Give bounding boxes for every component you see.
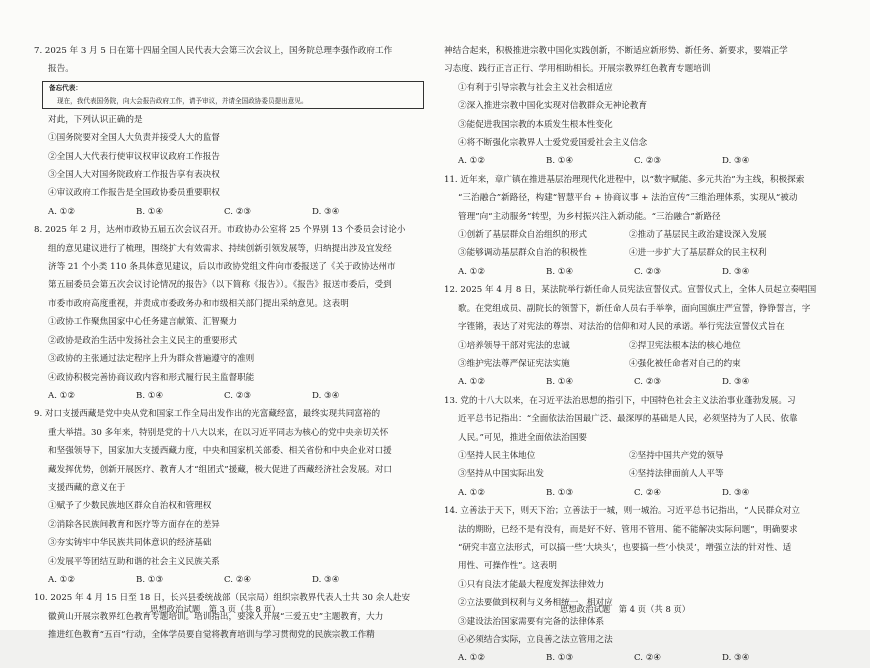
option-item: ③建设法治国家需要有完备的法律体系 [458, 616, 605, 627]
question-stem-line: 歌。在党组成员、副院长的领誓下，新任命人员右手举拳，面向国旗庄严宣誓，铮铮誓言，字 [458, 303, 811, 314]
choice-d: D. ③④ [722, 377, 750, 388]
choice-c: C. ②③ [224, 390, 252, 401]
choice-a: A. ①② [48, 206, 76, 217]
choice-a: A. ①② [458, 487, 486, 498]
question-stem-line: 藏发挥优势，创新开展医疗、教育人才“组团式”援藏，极大促进了西藏经济社会发展。对口 [48, 464, 392, 475]
option-item: ②全国人大代表行使审议权审议政府工作报告 [48, 151, 220, 162]
question-stem-line: 13. 党的十八大以来，在习近平法治思想的指引下，中国特色社会主义法治事业蓬勃发展。习 [444, 395, 796, 406]
question-stem-line: 12. 2025 年 4 月 8 日，某法院举行新任命人员宪法宣誓仪式。宣誓仪式上，全体人员起立奏唱国 [444, 285, 817, 296]
option-item: ①培养领导干部对宪法的忠诚 [458, 340, 570, 351]
question-stem-line: 神结合起来，积极推进宗教中国化实践创新，不断适应新形势、新任务、新要求，要端正学 [444, 46, 788, 56]
question-stem-line: 市委市政府高度重视，并责成市委政务办和市级相关部门提出采纳意见。这表明 [48, 298, 349, 309]
choice-b: B. ①④ [546, 156, 574, 167]
question-stem-line: 字铿锵，表达了对宪法的尊崇、对法治的信仰和对人民的承诺。举行宪法宣誓仪式旨在 [458, 322, 785, 333]
choice-c: C. ②④ [224, 574, 252, 585]
answer-choices [34, 571, 430, 589]
choice-a: A. ①② [458, 377, 486, 388]
answer-choices [444, 152, 840, 170]
choice-b: B. ①③ [546, 487, 574, 498]
choice-b: B. ①④ [546, 377, 574, 388]
question-10-continued [444, 42, 840, 171]
answer-choices [34, 387, 430, 405]
question-stem-line: 法的期盼，已经不是有没有，而是好不好、管用不管用、能不能解决实际问题”，明确要求 [458, 524, 798, 535]
choice-c: C. ②③ [634, 377, 662, 388]
question-stem-line: “研究丰富立法形式，可以搞一些‘大块头’，也要搞一些‘小快灵’，增强立法的针对性、适 [458, 542, 792, 553]
option-item: ①坚持人民主体地位 [458, 450, 536, 461]
choice-d: D. ③④ [722, 653, 750, 664]
option-item: ②政协是政治生活中发扬社会主义民主的重要形式 [48, 335, 238, 346]
choice-d: D. ③④ [722, 266, 750, 277]
question-8 [34, 221, 430, 405]
question-stem-line: 9. 对口支援西藏是党中央从党和国家工作全局出发作出的光富藏经富，最终实现共同富裕的 [34, 409, 381, 420]
option-item: ④审议政府工作报告是全国政协委员重要职权 [48, 188, 220, 199]
right-page [444, 42, 840, 668]
page-footer-left: 思想政治试题 第 3 页（共 8 页） [150, 604, 281, 614]
question-14 [444, 502, 840, 668]
option-item: ①国务院要对全国人大负责并接受人大的监督 [48, 133, 220, 144]
question-stem-line: 第五届委员会第五次会议讨论情况的报告》（以下简称《报告》）。《报告》报送市委后，受到 [48, 280, 392, 291]
choice-c: C. ②④ [634, 653, 662, 664]
question-stem-line: 徽黄山开展宗教界红色教育专题培训。培训指出，要深入开展“三爱五史”主题教育，大力 [48, 611, 384, 622]
option-item: ④必须结合实际，立良善之法立管用之法 [458, 635, 613, 645]
option-item: ③维护宪法尊严保证宪法实施 [458, 358, 570, 369]
option-item: ③政协的主张通过法定程序上升为群众普遍遵守的准则 [48, 354, 255, 365]
choice-c: C. ②③ [634, 266, 662, 277]
question-stem-line: 11. 近年来，章广镇在推进基层治理现代化进程中，以“数字赋能、多元共治”为主线，积极探索 [444, 174, 805, 185]
option-item: ②推动了基层民主政治建设深入发展 [629, 230, 767, 241]
option-grid [444, 337, 840, 374]
option-item: ③全国人大对国务院政府工作报告享有表决权 [48, 170, 220, 181]
option-item: ④发展平等团结互助和谐的社会主义民族关系 [48, 556, 220, 567]
option-item: ①政协工作聚焦国家中心任务建言献策、汇智聚力 [48, 317, 238, 328]
question-lead: 对此，下列认识正确的是 [48, 114, 143, 125]
option-item: ④坚持法律面前人人平等 [629, 469, 724, 480]
answer-choices [444, 263, 840, 281]
option-item: ①只有良法才能最大程度发挥法律效力 [458, 579, 605, 590]
choice-d: D. ③④ [312, 574, 340, 585]
choice-d: D. ③④ [722, 156, 750, 167]
option-grid [444, 447, 840, 484]
question-stem-line: 近平总书记指出：“全面依法治国最广泛、最深厚的基础是人民，必须坚持为了人民、依靠 [458, 414, 798, 425]
option-item: ②坚持中国共产党的领导 [629, 450, 724, 461]
option-item: ③能促进我国宗教的本质发生根本性变化 [458, 119, 613, 130]
option-item: ③夯实铸牢中华民族共同体意识的经济基础 [48, 538, 212, 549]
option-item: ④政协积极完善协商议政内容和形式履行民主监督职能 [48, 372, 255, 383]
question-stem-line: 济等 21 个小类 110 条具体意见建议，后以市政协党组文件向市委报送了《关于政协达州市 [48, 262, 396, 273]
quote-box-heading: 备忘代表： [49, 83, 82, 92]
option-item: ④进一步扩大了基层群众的民主权利 [629, 248, 767, 259]
question-7 [34, 42, 430, 221]
question-stem-line: 8. 2025 年 2 月，达州市政协五届五次会议召开。市政协办公室将 25 个界别 13 个委员会讨论小 [34, 225, 406, 236]
option-item: ②立法要做到权利与义务相统一、相对应 [458, 598, 613, 609]
question-stem-line: 7. 2025 年 3 月 5 日在第十四届全国人民代表大会第三次会议上，国务院总理李强作政府工作 [34, 46, 393, 56]
option-item: ②捍卫宪法根本法的核心地位 [629, 340, 741, 351]
quote-box-text: 现在，我代表国务院，向大会报告政府工作，请予审议，并请全国政协委员提出意见。 [57, 96, 308, 105]
question-stem-line: 人民。”可见，推进全面依法治国要 [458, 432, 588, 443]
question-stem-line: 支援西藏的意义在于 [48, 482, 126, 493]
question-stem-line: 报告。 [48, 64, 74, 75]
choice-a: A. ①② [458, 156, 486, 167]
choice-d: D. ③④ [312, 206, 340, 217]
choice-a: A. ①② [458, 653, 486, 664]
question-stem-line: 用性、可操作性”。这表明 [458, 561, 557, 572]
answer-choices [444, 373, 840, 391]
choice-c: C. ②④ [634, 487, 662, 498]
answer-choices [444, 649, 840, 667]
answer-choices [444, 484, 840, 502]
choice-d: D. ③④ [722, 487, 750, 498]
option-item: ①创新了基层群众自治组织的形式 [458, 230, 587, 241]
page-footer-right: 思想政治试题 第 4 页（共 8 页） [560, 604, 691, 614]
choice-c: C. ②③ [634, 156, 662, 167]
question-stem-line: 和坚强领导下，国家加大支援西藏力度，中央和国家机关部委、相关省份和中央企业对口援 [48, 446, 392, 457]
choice-c: C. ②③ [224, 206, 252, 217]
option-item: ①赋予了少数民族地区群众自治权和管理权 [48, 501, 212, 512]
option-item: ①有利于引导宗教与社会主义社会相适应 [458, 82, 613, 93]
choice-b: B. ①④ [136, 390, 164, 401]
question-stem-line: 推进红色教育“五百”行动，全体学员要自觉将教育培训与学习贯彻党的民族宗教工作精 [48, 630, 375, 641]
question-stem-line: 组的意见建议进行了梳理，围绕扩大有效需求、持续创新引领发展等，归纳提出涉及宜发经 [48, 243, 392, 254]
choice-a: A. ①② [48, 574, 76, 585]
answer-choices [34, 203, 430, 221]
question-stem-line: 14. 立善法于天下，则天下治；立善法于一城，则一城治。习近平总书记指出，“人民群众对立 [444, 506, 800, 517]
choice-b: B. ①③ [136, 574, 164, 585]
question-13 [444, 392, 840, 502]
choice-b: B. ①④ [136, 206, 164, 217]
question-11 [444, 171, 840, 281]
left-page [34, 42, 430, 645]
quote-box [42, 81, 424, 109]
choice-b: B. ①③ [546, 653, 574, 664]
choice-b: B. ①④ [546, 266, 574, 277]
option-item: ②消除各民族间教育和医疗等方面存在的差异 [48, 519, 220, 530]
option-item: ③能够调动基层群众自治的积极性 [458, 248, 587, 259]
question-stem-line: “三治融合”新路径，构建“智慧平台 + 协商议事 + 法治宣传”三维治理体系，实现从“被动 [458, 193, 798, 204]
choice-a: A. ①② [48, 390, 76, 401]
question-9 [34, 405, 430, 589]
question-12 [444, 281, 840, 391]
option-item: ④强化被任命者对自己的约束 [629, 358, 741, 369]
option-grid [444, 226, 840, 263]
question-stem-line: 管理”向“主动服务”转型，为乡村振兴注入新动能。“三治融合”新路径 [458, 211, 721, 222]
question-stem-line: 10. 2025 年 4 月 15 日至 18 日，长兴县委统战部（民宗局）组织宗教界代表人士共 30 余人赴安 [34, 593, 411, 604]
option-item: ③坚持从中国实际出发 [458, 469, 544, 480]
choice-d: D. ③④ [312, 390, 340, 401]
option-item: ②深入推进宗教中国化实现对信教群众无神论教育 [458, 101, 648, 112]
choice-a: A. ①② [458, 266, 486, 277]
question-stem-line: 习态度、践行正言正行、学用相助相长。开展宗教界红色教育专题培训 [444, 64, 711, 75]
question-stem-line: 重大举措。30 多年来，特别是党的十八大以来，在以习近平同志为核心的党中央亲切关怀 [48, 427, 389, 438]
option-item: ④将不断强化宗教界人士爱党爱国爱社会主义信念 [458, 138, 648, 149]
